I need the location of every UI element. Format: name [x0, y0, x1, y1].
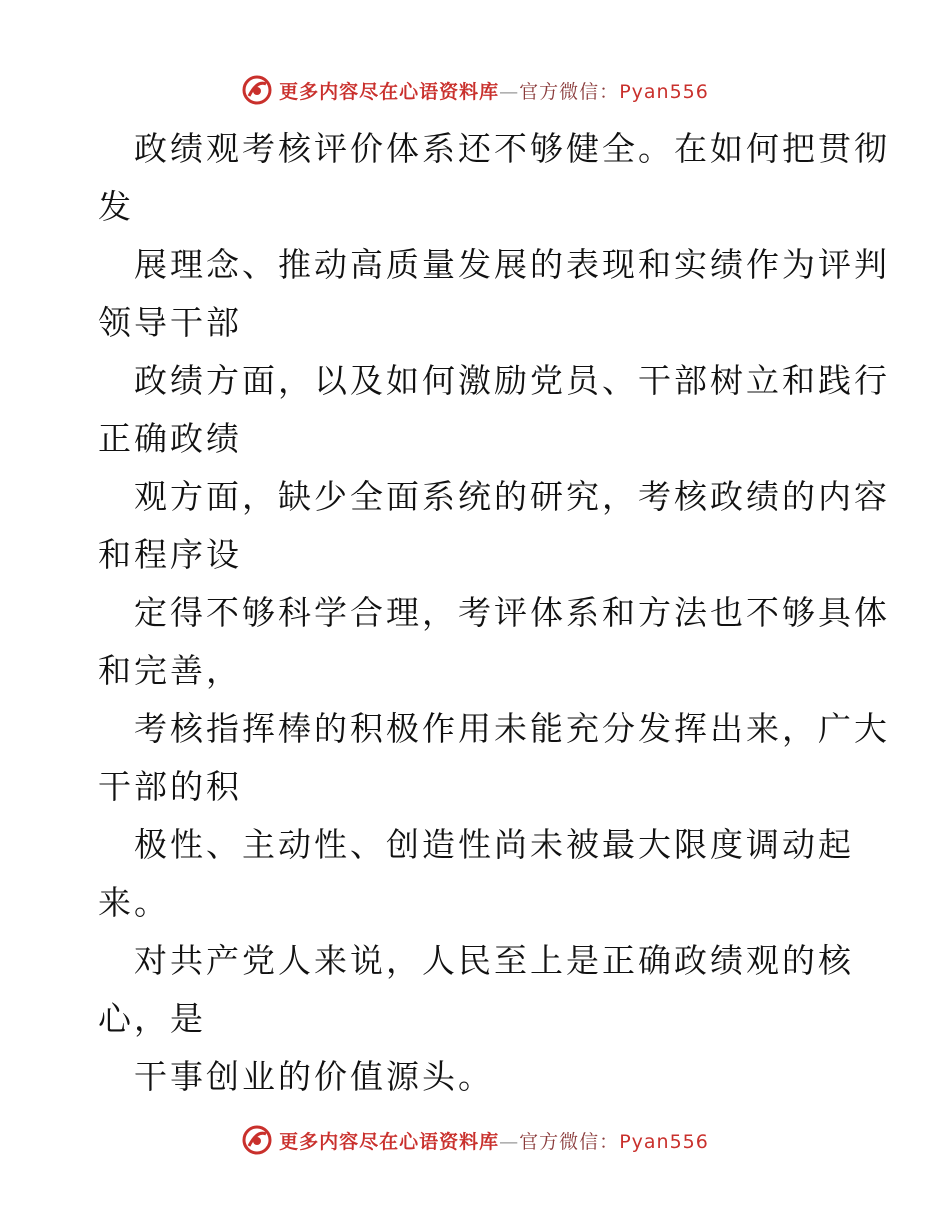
body-text — [98, 120, 890, 1106]
text-line: 极性、主动性、创造性尚未被最大限度调动起 — [134, 825, 854, 864]
text-line: 对共产党人来说，人民至上是正确政绩观的核 — [134, 941, 854, 980]
seal-logo-icon — [241, 74, 273, 106]
watermark-official: 官方微信： — [519, 1130, 620, 1153]
text-line: 考核指挥棒的积极作用未能充分发挥出来，广大 — [134, 709, 890, 748]
watermark-dash: — — [499, 80, 520, 103]
watermark-text — [279, 77, 709, 104]
text-line: 发 — [98, 187, 134, 226]
text-line: 来。 — [98, 883, 170, 922]
text-line: 正确政绩 — [98, 419, 242, 458]
text-line: 和完善， — [98, 651, 242, 690]
watermark-text — [279, 1127, 709, 1154]
text-line: 心，是 — [98, 999, 206, 1038]
seal-logo-icon — [241, 1124, 273, 1156]
text-line: 观方面，缺少全面系统的研究，考核政绩的内容 — [134, 477, 890, 516]
text-line: 政绩方面，以及如何激励党员、干部树立和践行 — [134, 361, 890, 400]
watermark-official: 官方微信： — [519, 80, 620, 103]
watermark-brand: 更多内容尽在心语资料库 — [279, 1130, 500, 1153]
text-line: 领导干部 — [98, 303, 242, 342]
watermark-handle: Pyan556 — [619, 80, 709, 103]
watermark-handle: Pyan556 — [619, 1130, 709, 1153]
watermark-brand: 更多内容尽在心语资料库 — [279, 80, 500, 103]
text-line: 和程序设 — [98, 535, 242, 574]
text-line: 政绩观考核评价体系还不够健全。在如何把贯彻 — [134, 129, 890, 168]
header-watermark — [0, 72, 950, 108]
text-line: 展理念、推动高质量发展的表现和实绩作为评判 — [134, 245, 890, 284]
text-line: 干部的积 — [98, 767, 242, 806]
footer-watermark — [0, 1122, 950, 1158]
text-line: 定得不够科学合理，考评体系和方法也不够具体 — [134, 593, 890, 632]
text-line: 干事创业的价值源头。 — [134, 1057, 494, 1096]
watermark-dash: — — [499, 1130, 520, 1153]
